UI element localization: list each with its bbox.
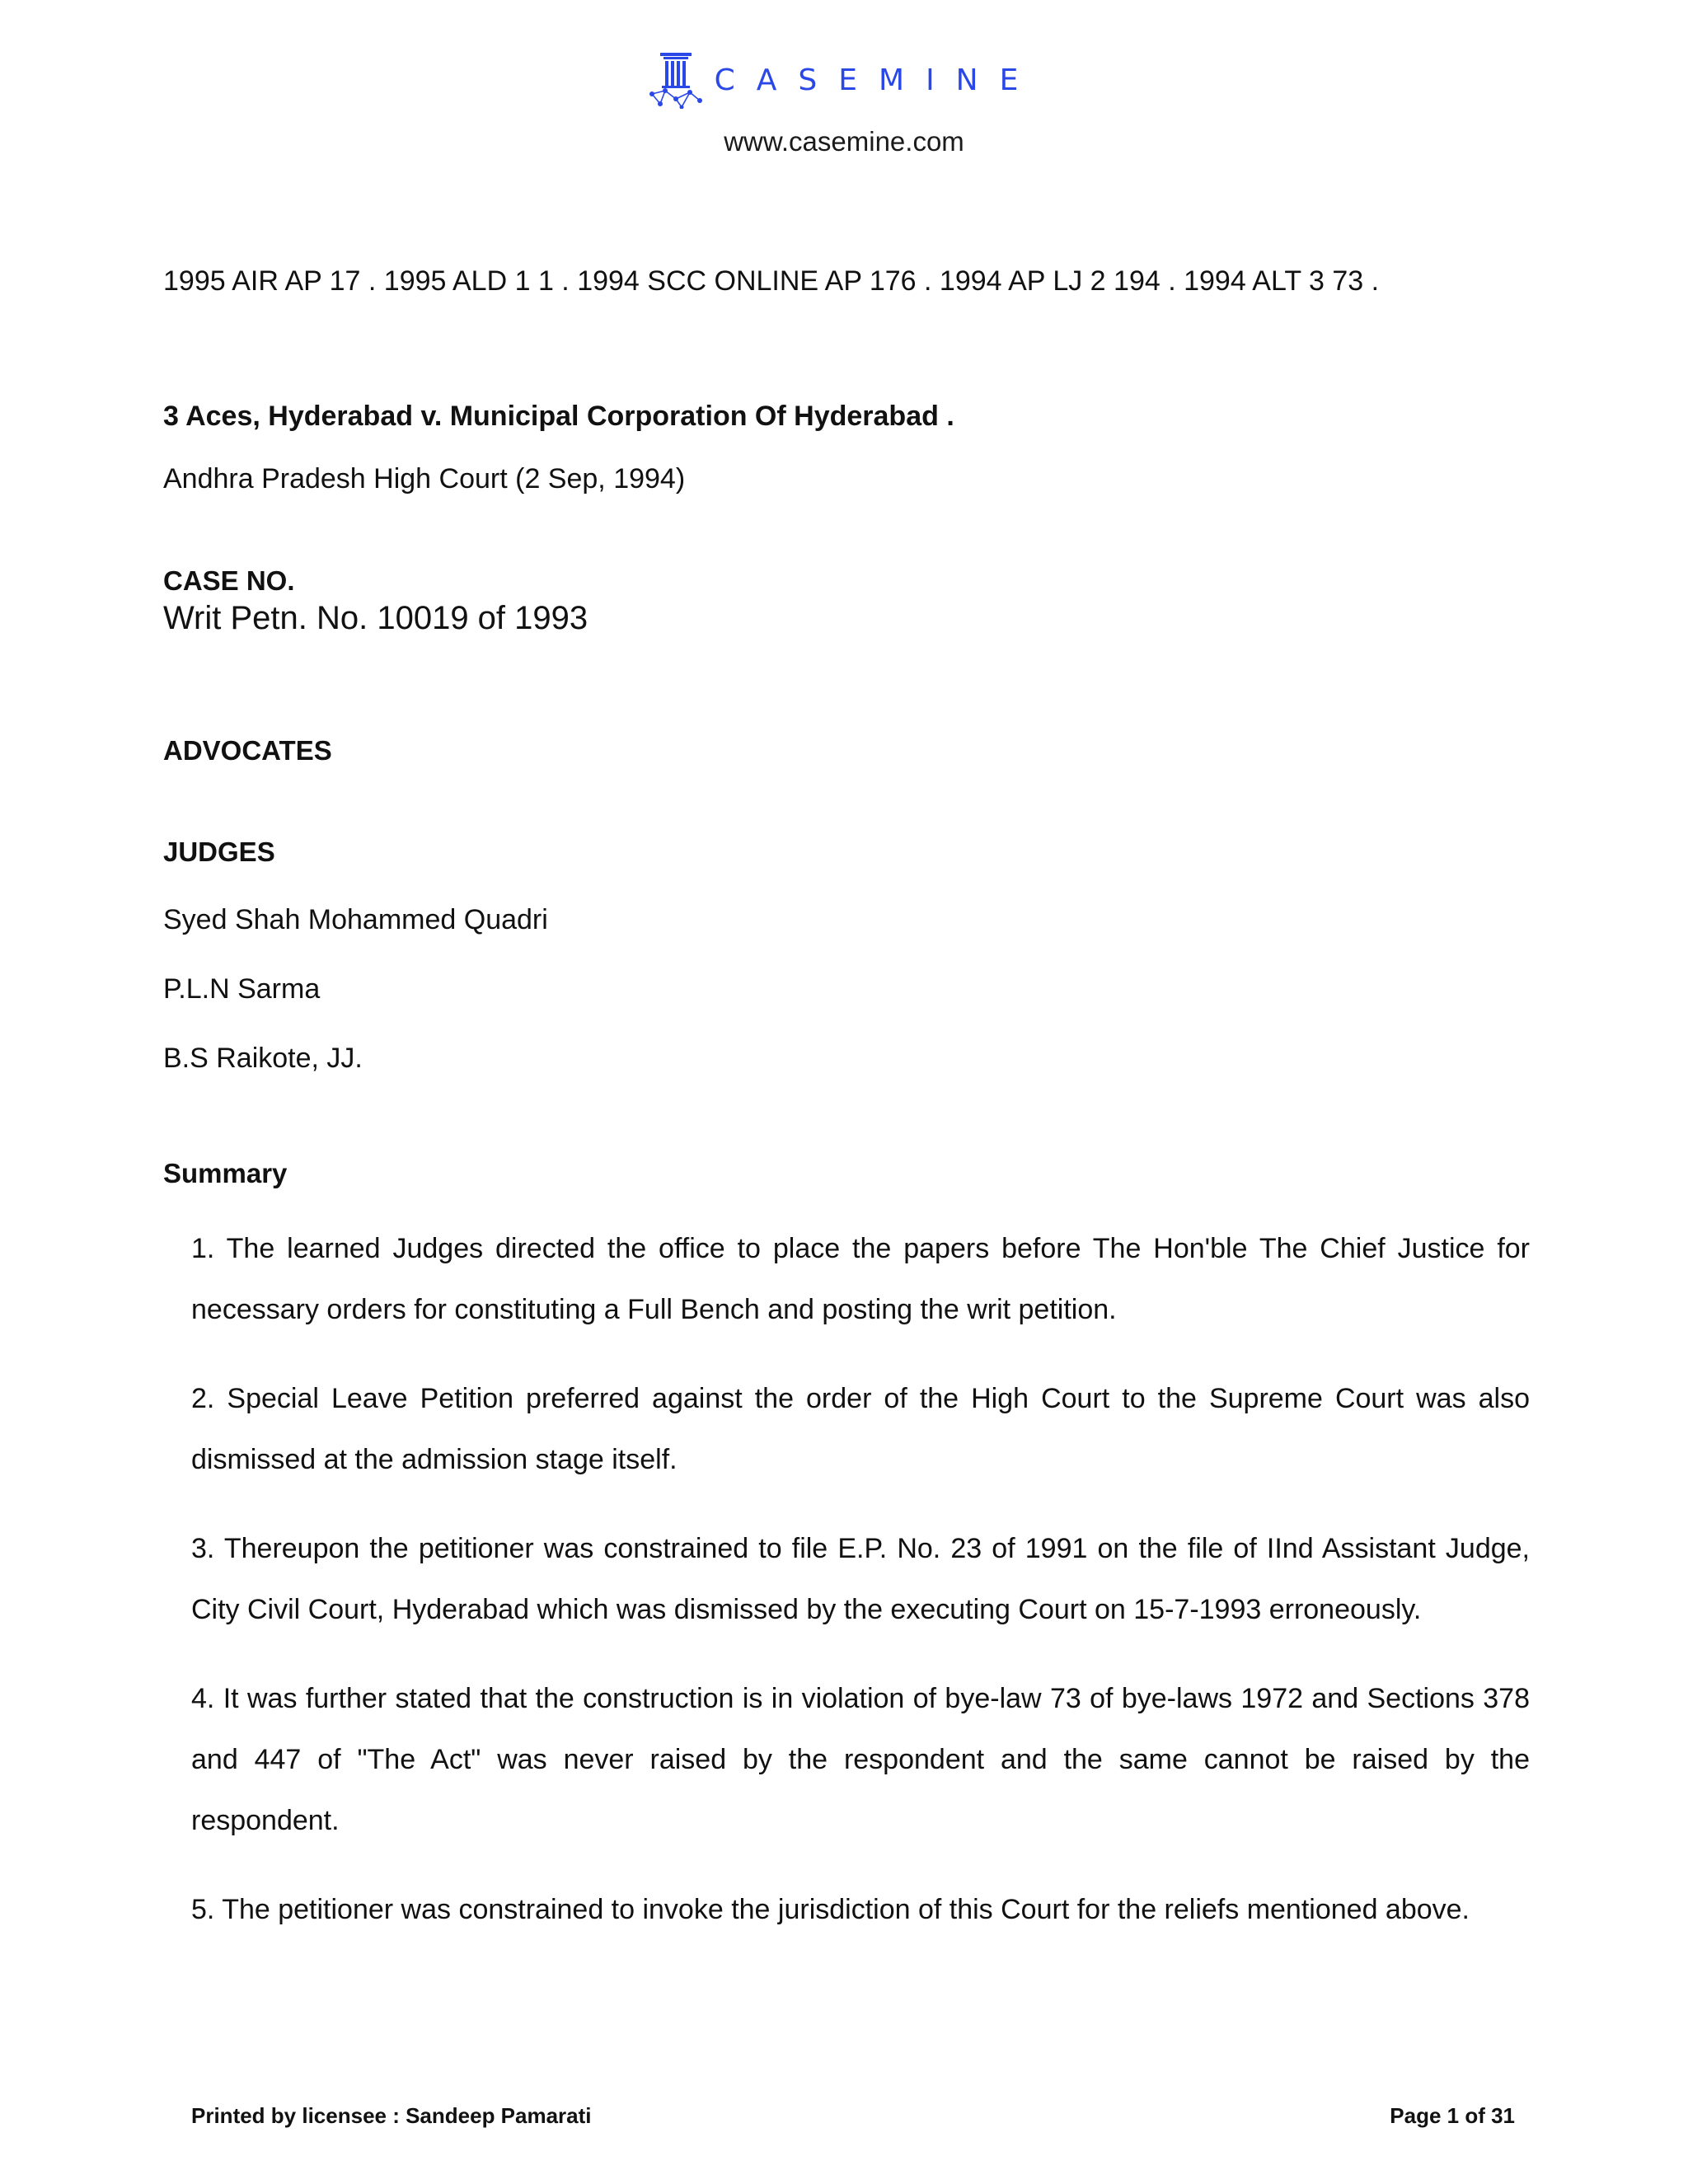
site-url[interactable]: www.casemine.com (724, 126, 964, 157)
summary-heading: Summary (163, 1158, 288, 1188)
judge-name: P.L.N Sarma (163, 973, 321, 1005)
summary-item: 2. Special Leave Petition preferred against the order of the High Court to the Supreme Court was also dismissed at the admission stage itself. (191, 1383, 1530, 1475)
page-footer (191, 2103, 1515, 2129)
summary-item: 5. The petitioner was constrained to invoke the jurisdiction of this Court for the reliefs mentioned above. (191, 1894, 1470, 1925)
judge-name: B.S Raikote, JJ. (163, 1043, 363, 1074)
judge-name: Syed Shah Mohammed Quadri (163, 904, 548, 935)
case-no-value: Writ Petn. No. 10019 of 1993 (163, 600, 588, 636)
page-number: Page 1 of 31 (1390, 2103, 1515, 2128)
court-and-date: Andhra Pradesh High Court (2 Sep, 1994) (163, 463, 686, 494)
pillar-network-icon (649, 51, 703, 109)
advocates-heading: ADVOCATES (163, 735, 332, 766)
casemine-logo (649, 51, 1040, 109)
case-no-heading: CASE NO. (163, 565, 295, 596)
judges-heading: JUDGES (163, 837, 275, 867)
citations: 1995 AIR AP 17 . 1995 ALD 1 1 . 1994 SCC ONLINE AP 176 . 1994 AP LJ 2 194 . 1994 ALT 3 73 . (163, 265, 1380, 297)
summary-item: 4. It was further stated that the construction is in violation of bye-law 73 of bye-laws 1972 and Sections 378 and 447 of "The Act" was never raised by the respondent and the same cannot be raised by the respondent. (191, 1683, 1530, 1836)
printed-by: Printed by licensee : Sandeep Pamarati (191, 2103, 592, 2128)
page-header (0, 51, 1688, 157)
summary-list (191, 1218, 1530, 1968)
summary-item: 1. The learned Judges directed the office to place the papers before The Hon'ble The Chief Justice for necessary orders for constituting a Full Bench and posting the writ petition. (191, 1233, 1530, 1325)
logo-text: CASEMINE (714, 63, 1040, 97)
summary-item: 3. Thereupon the petitioner was constrained to file E.P. No. 23 of 1991 on the file of IInd Assistant Judge, City Civil Court, Hyderabad which was dismissed by the executing Court on 15-7-1993 erroneously. (191, 1533, 1530, 1625)
case-title: 3 Aces, Hyderabad v. Municipal Corporation Of Hyderabad . (163, 401, 954, 432)
